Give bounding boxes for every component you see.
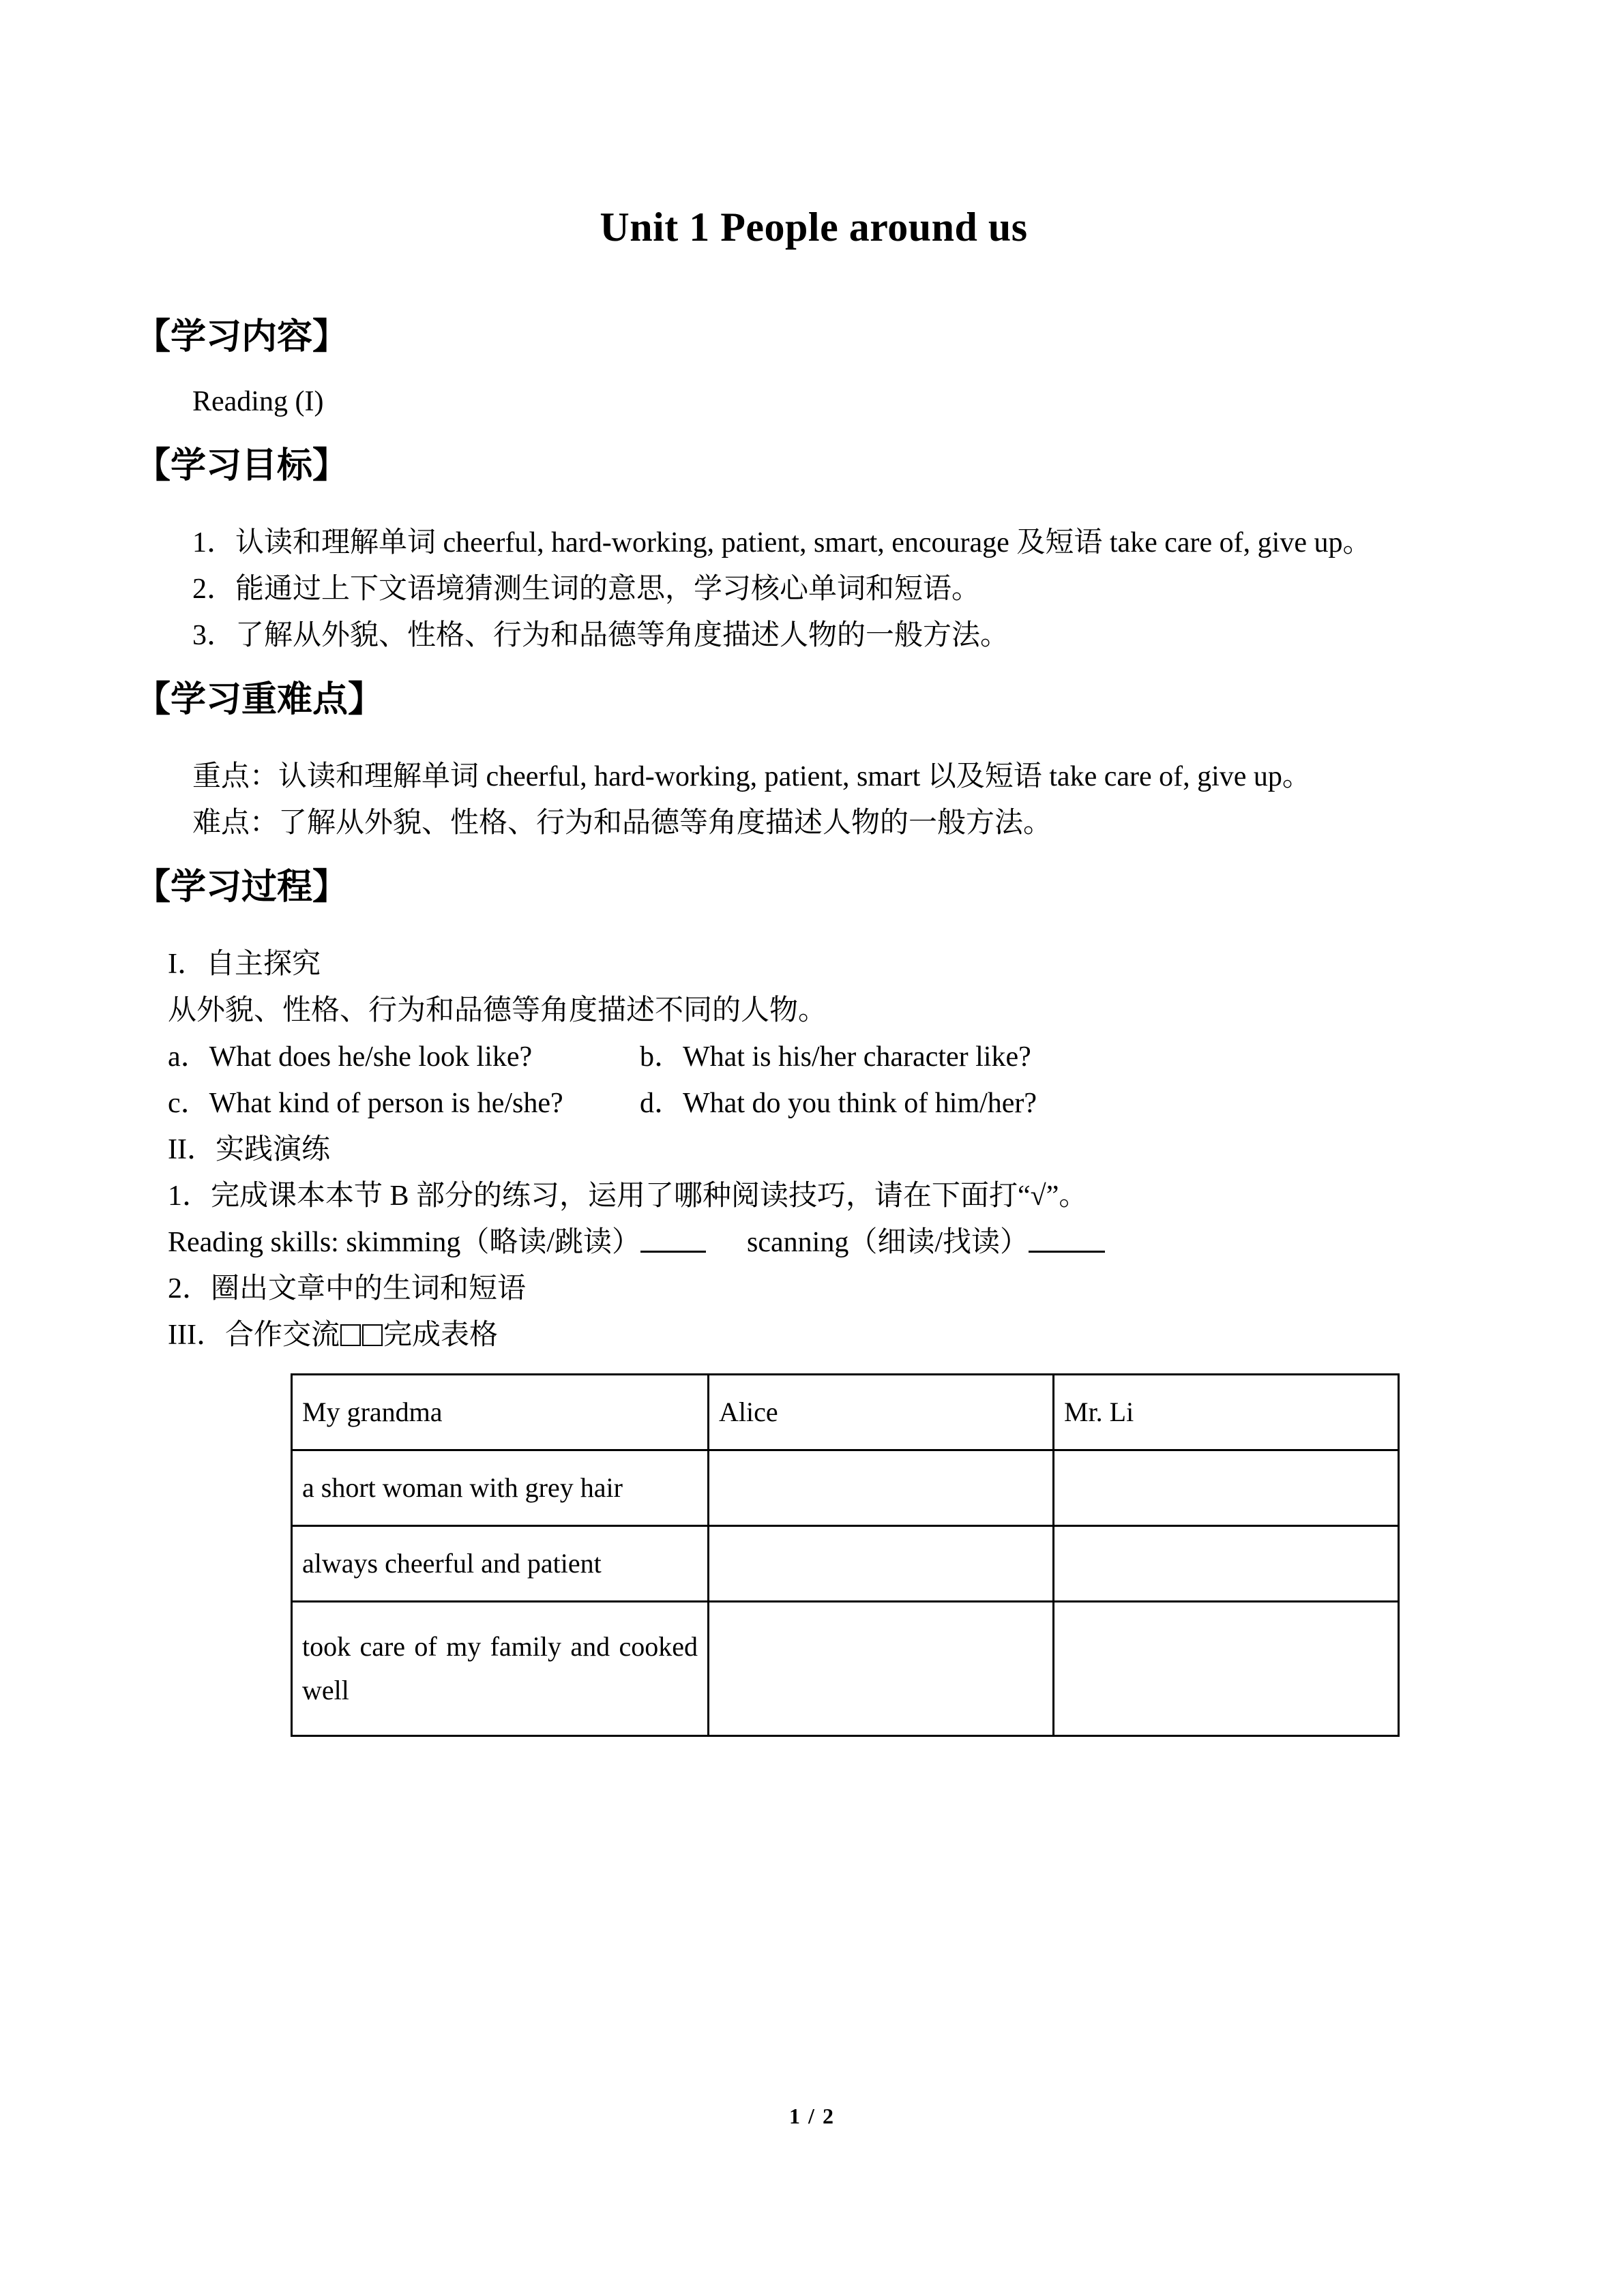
- process-part2-item-2: 2．圈出文章中的生词和短语: [168, 1273, 527, 1305]
- question-c: c．What kind of person is he/she?: [168, 1088, 563, 1120]
- section-heading-process: 【学习过程】: [135, 868, 349, 908]
- key-point-focus: 重点：认读和理解单词 cheerful, hard-working, patient, smart 以及短语 take care of, give up。: [192, 761, 1311, 793]
- spacer: [135, 250, 1492, 315]
- reading-skills-line: [135, 1219, 1492, 1266]
- objective-item-3: 3．了解从外貌、性格、行为和品德等角度描述人物的一般方法。: [192, 620, 1009, 652]
- table-row-header: [292, 1375, 1399, 1450]
- skimming-answer-blank[interactable]: [640, 1251, 706, 1253]
- reading-skills-middle: scanning（细读/找读）: [747, 1227, 1029, 1259]
- missing-glyph-box-icon: [362, 1324, 383, 1346]
- table-cell-character-mr-li[interactable]: [1054, 1526, 1399, 1602]
- page-title: Unit 1 People around us: [600, 205, 1028, 250]
- spacer: [135, 488, 1492, 520]
- spacer: [135, 359, 1492, 378]
- section-heading-key-points: 【学习重难点】: [135, 681, 384, 720]
- reading-skills-prefix: Reading skills: skimming（略读/跳读）: [168, 1227, 641, 1259]
- character-description-table: [291, 1373, 1400, 1737]
- table-cell-appearance-alice[interactable]: [709, 1450, 1054, 1526]
- reading-label: Reading (I): [192, 386, 324, 417]
- key-point-difficulty: 难点：了解从外貌、性格、行为和品德等角度描述人物的一般方法。: [192, 807, 1052, 839]
- question-d: d．What do you think of him/her?: [640, 1088, 1037, 1120]
- table-cell-character-alice[interactable]: [709, 1526, 1054, 1602]
- table-row: [292, 1526, 1399, 1602]
- missing-glyph-box-icon: [340, 1324, 361, 1346]
- section-heading-objectives: 【学习目标】: [135, 447, 349, 486]
- table-container: [135, 1358, 1492, 1737]
- spacer: [135, 846, 1492, 865]
- question-b: b．What is his/her character like?: [640, 1041, 1031, 1073]
- question-row: [135, 1080, 1492, 1127]
- process-part2-item-1: 1．完成课本本节 B 部分的练习，运用了哪种阅读技巧，请在下面打“√”。: [168, 1180, 1088, 1212]
- process-part3-label-suffix: 完成表格: [383, 1320, 498, 1352]
- process-part3-label-prefix: III．合作交流: [168, 1320, 340, 1352]
- table-row: [292, 1450, 1399, 1526]
- table-header-grandma: My grandma: [292, 1375, 709, 1450]
- section-heading-content: 【学习内容】: [135, 318, 349, 357]
- spacer: [135, 425, 1492, 444]
- process-part2-label: II．实践演练: [168, 1134, 330, 1166]
- objective-item-1: 1．认读和理解单词 cheerful, hard-working, patient, smart, encourage 及短语 take care of, give up。: [192, 527, 1372, 559]
- table-header-mr-li: Mr. Li: [1054, 1375, 1399, 1450]
- table-header-alice: Alice: [709, 1375, 1054, 1450]
- table-cell-appearance-grandma: a short woman with grey hair: [292, 1450, 709, 1526]
- question-a: a．What does he/she look like?: [168, 1041, 533, 1073]
- page-footer: 1 / 2: [789, 2104, 835, 2128]
- objective-item-2: 2．能通过上下文语境猜测生词的意思，学习核心单词和短语。: [192, 573, 981, 606]
- spacer: [135, 910, 1492, 941]
- spacer: [135, 722, 1492, 754]
- process-part1-label: I．自主探究: [168, 949, 321, 981]
- table-cell-appearance-mr-li[interactable]: [1054, 1450, 1399, 1526]
- table-cell-deeds-alice[interactable]: [709, 1602, 1054, 1736]
- document-content: [135, 0, 1492, 1737]
- table-cell-deeds-grandma: took care of my family and cooked well: [292, 1602, 709, 1736]
- table-cell-deeds-mr-li[interactable]: [1054, 1602, 1399, 1736]
- spacer: [135, 659, 1492, 678]
- table-cell-character-grandma: always cheerful and patient: [292, 1526, 709, 1602]
- table-row: [292, 1602, 1399, 1736]
- process-part3-label: [135, 1312, 1492, 1358]
- scanning-answer-blank[interactable]: [1029, 1251, 1105, 1253]
- question-row: [135, 1034, 1492, 1080]
- process-part1-description: 从外貌、性格、行为和品德等角度描述不同的人物。: [168, 995, 827, 1027]
